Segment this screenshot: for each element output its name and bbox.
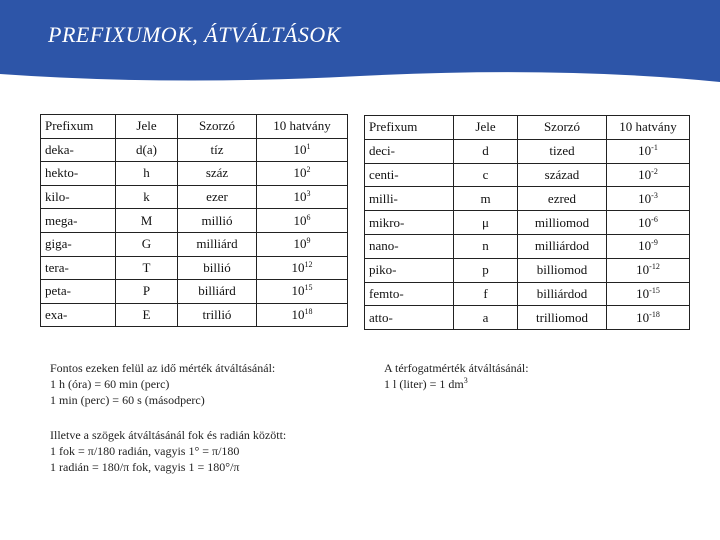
symbol-cell: μ [454, 211, 518, 235]
multiplier-cell: tized [518, 139, 607, 163]
prefix-cell: exa- [41, 303, 116, 327]
power-cell [257, 256, 348, 280]
multiplier-cell: millió [178, 209, 257, 233]
volume-conversion-note [384, 360, 529, 392]
symbol-cell: h [116, 162, 178, 186]
power-exponent: -15 [649, 285, 660, 295]
table-row [41, 232, 348, 256]
power-exponent: 6 [306, 212, 311, 222]
time-note-heading: Fontos ezeken felül az idő mérték átváltásánál: [50, 361, 276, 375]
symbol-cell: c [454, 163, 518, 187]
column-header: 10 hatvány [607, 116, 690, 140]
power-cell [257, 209, 348, 233]
power-cell [257, 138, 348, 162]
power-base: 10 [293, 141, 307, 157]
table-row [365, 211, 690, 235]
symbol-cell: G [116, 232, 178, 256]
multiplier-cell: milliárdod [518, 234, 607, 258]
power-cell [607, 163, 690, 187]
power-exponent: -18 [649, 309, 660, 319]
symbol-cell: d(a) [116, 138, 178, 162]
angle-note-heading: Illetve a szögek átváltásánál fok és radián között: [50, 428, 287, 442]
power-cell [257, 303, 348, 327]
time-conversion-note [50, 360, 275, 408]
time-note-minute: 1 min (perc) = 60 s (másodperc) [50, 393, 205, 407]
multiplier-cell: billiárd [178, 280, 257, 304]
table-row [365, 282, 690, 306]
negative-prefix-table [364, 115, 690, 330]
power-exponent: 2 [306, 165, 311, 175]
power-exponent: 12 [304, 259, 313, 269]
power-base: 10 [636, 285, 650, 301]
symbol-cell: P [116, 280, 178, 304]
prefix-cell: kilo- [41, 185, 116, 209]
multiplier-cell: tíz [178, 138, 257, 162]
prefix-cell: mega- [41, 209, 116, 233]
prefix-cell: mikro- [365, 211, 454, 235]
table-row [41, 256, 348, 280]
power-base: 10 [638, 190, 652, 206]
header-row [365, 116, 690, 140]
table-row [365, 139, 690, 163]
table-row [41, 280, 348, 304]
column-header: Jele [116, 115, 178, 139]
positive-prefix-table [40, 114, 348, 327]
angle-note-degree: 1 fok = π/180 radián, vagyis 1° = π/180 [50, 444, 240, 458]
multiplier-cell: ezer [178, 185, 257, 209]
page-title: PREFIXUMOK, ÁTVÁLTÁSOK [48, 22, 341, 47]
column-header: Prefixum [41, 115, 116, 139]
power-cell [257, 162, 348, 186]
power-cell [607, 211, 690, 235]
power-base: 10 [293, 236, 307, 252]
power-exponent: 9 [306, 236, 311, 246]
multiplier-cell: milliárd [178, 232, 257, 256]
power-cell [607, 234, 690, 258]
power-base: 10 [636, 309, 650, 325]
power-exponent: -12 [649, 262, 660, 272]
power-exponent: 18 [304, 307, 313, 317]
table-row [41, 303, 348, 327]
table-row [41, 138, 348, 162]
multiplier-cell: billió [178, 256, 257, 280]
symbol-cell: f [454, 282, 518, 306]
symbol-cell: k [116, 185, 178, 209]
prefix-cell: peta- [41, 280, 116, 304]
table-row [365, 258, 690, 282]
column-header: Szorzó [518, 116, 607, 140]
volume-note-liter-text: 1 l (liter) = 1 dm [384, 377, 464, 391]
column-header: Jele [454, 116, 518, 140]
power-base: 10 [638, 143, 652, 159]
power-exponent: -1 [651, 143, 658, 153]
prefix-cell: giga- [41, 232, 116, 256]
multiplier-cell: billiomod [518, 258, 607, 282]
header-banner [0, 0, 720, 95]
column-header: Szorzó [178, 115, 257, 139]
prefix-cell: piko- [365, 258, 454, 282]
multiplier-cell: ezred [518, 187, 607, 211]
volume-note-liter-exp: 3 [463, 376, 468, 385]
volume-note-liter [384, 376, 529, 392]
prefix-cell: milli- [365, 187, 454, 211]
multiplier-cell: század [518, 163, 607, 187]
power-base: 10 [638, 166, 652, 182]
prefix-cell: tera- [41, 256, 116, 280]
symbol-cell: a [454, 306, 518, 330]
multiplier-cell: száz [178, 162, 257, 186]
volume-note-heading: A térfogatmérték átváltásánál: [384, 361, 529, 375]
table-row [365, 306, 690, 330]
power-base: 10 [293, 212, 307, 228]
column-header: Prefixum [365, 116, 454, 140]
power-base: 10 [638, 214, 652, 230]
symbol-cell: n [454, 234, 518, 258]
multiplier-cell: milliomod [518, 211, 607, 235]
time-note-hour: 1 h (óra) = 60 min (perc) [50, 377, 170, 391]
power-exponent: -3 [651, 190, 658, 200]
power-base: 10 [293, 189, 307, 205]
power-cell [607, 258, 690, 282]
prefix-cell: nano- [365, 234, 454, 258]
symbol-cell: m [454, 187, 518, 211]
table-row [41, 185, 348, 209]
table-row [41, 162, 348, 186]
symbol-cell: E [116, 303, 178, 327]
prefix-cell: atto- [365, 306, 454, 330]
power-cell [607, 306, 690, 330]
power-cell [607, 187, 690, 211]
header-row [41, 115, 348, 139]
prefix-cell: centi- [365, 163, 454, 187]
table-row [365, 234, 690, 258]
angle-note-radian: 1 radián = 180/π fok, vagyis 1 = 180°/π [50, 460, 240, 474]
prefix-cell: deka- [41, 138, 116, 162]
power-base: 10 [291, 259, 305, 275]
prefix-cell: femto- [365, 282, 454, 306]
prefix-cell: deci- [365, 139, 454, 163]
power-exponent: -6 [651, 214, 658, 224]
power-cell [257, 185, 348, 209]
power-base: 10 [636, 262, 650, 278]
power-exponent: 3 [306, 189, 311, 199]
power-exponent: -2 [651, 166, 658, 176]
symbol-cell: d [454, 139, 518, 163]
power-cell [607, 139, 690, 163]
prefix-cell: hekto- [41, 162, 116, 186]
multiplier-cell: trillió [178, 303, 257, 327]
power-base: 10 [638, 238, 652, 254]
table-row [41, 209, 348, 233]
power-cell [257, 280, 348, 304]
table-row [365, 187, 690, 211]
multiplier-cell: trilliomod [518, 306, 607, 330]
table-row [365, 163, 690, 187]
multiplier-cell: billiárdod [518, 282, 607, 306]
power-base: 10 [291, 307, 305, 323]
column-header: 10 hatvány [257, 115, 348, 139]
power-exponent: 1 [306, 141, 311, 151]
power-base: 10 [291, 283, 305, 299]
power-exponent: 15 [304, 283, 313, 293]
angle-conversion-note [50, 427, 286, 475]
power-exponent: -9 [651, 238, 658, 248]
symbol-cell: p [454, 258, 518, 282]
power-cell [607, 282, 690, 306]
power-base: 10 [293, 165, 307, 181]
symbol-cell: T [116, 256, 178, 280]
symbol-cell: M [116, 209, 178, 233]
power-cell [257, 232, 348, 256]
